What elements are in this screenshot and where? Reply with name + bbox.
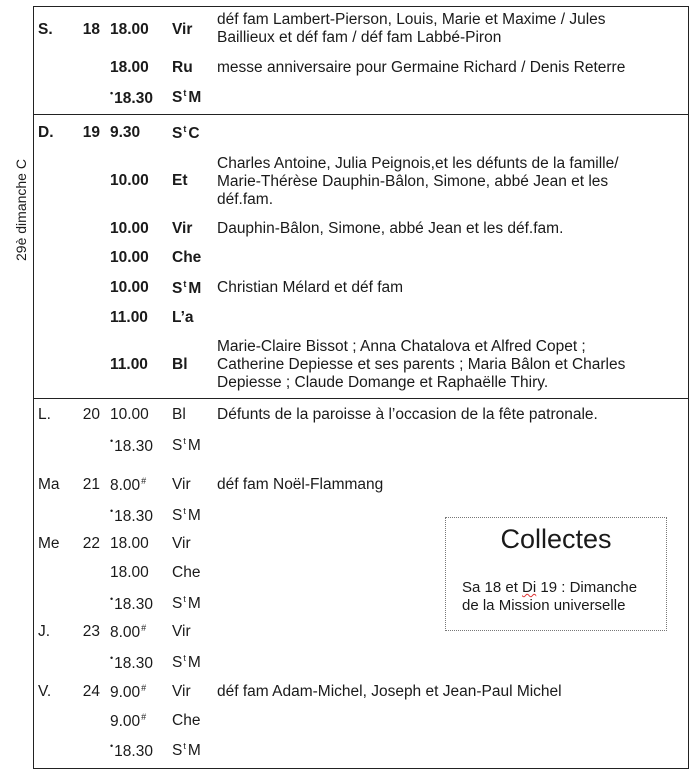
mass-time: 10.00 xyxy=(110,279,149,296)
mass-location: Vir xyxy=(172,220,193,237)
mass-intention: déf fam Noël-Flammang xyxy=(217,476,384,493)
mass-location: $S^t$ M xyxy=(172,594,201,612)
bullet-mark: • xyxy=(110,88,114,98)
mass-time: 10.00 xyxy=(110,172,149,189)
mass-time: 18.00 xyxy=(110,21,149,38)
mass-location: $S^t$ M xyxy=(172,506,201,524)
day-label: D. xyxy=(38,124,54,141)
mass-intention: Christian Mélard et déf fam xyxy=(217,279,404,296)
saturday-block xyxy=(33,6,689,115)
day-label: Ma xyxy=(38,476,60,493)
day-number: 24 xyxy=(82,683,100,700)
mass-time: 18.00 xyxy=(110,564,149,581)
mass-location: Bl xyxy=(172,356,188,373)
mass-location: Che xyxy=(172,564,201,581)
mass-location: Ru xyxy=(172,59,193,76)
bullet-mark: • xyxy=(110,506,114,516)
mass-intention: Dauphin-Bâlon, Simone, abbé Jean et les déf.fam. xyxy=(217,220,564,237)
mass-location: Che xyxy=(172,249,202,266)
mass-intention: déf fam Adam-Michel, Joseph et Jean-Paul Michel xyxy=(217,683,562,700)
day-label: J. xyxy=(38,623,51,640)
mass-time: 9.00# xyxy=(110,712,147,730)
day-number: 20 xyxy=(82,406,100,423)
mass-time: •18.30 xyxy=(110,741,153,760)
mass-time: •18.30 xyxy=(110,653,153,672)
mass-intention: Marie-Claire Bissot ; Anna Chatalova et Alfred Copet ; Catherine Depiesse et ses parents ; Maria Bâlon et Charles Depiesse ; Claude Domange et Raphaëlle Thiry. xyxy=(217,338,626,391)
mass-location: Che xyxy=(172,712,201,729)
bullet-mark: • xyxy=(110,653,114,663)
mass-time: 11.00 xyxy=(110,309,148,326)
mass-location: $S^t$ M xyxy=(172,436,201,454)
bullet-mark: • xyxy=(110,741,114,751)
mass-time: 8.00# xyxy=(110,476,147,494)
mass-time: •18.30 xyxy=(110,436,153,455)
mass-location: Et xyxy=(172,172,188,189)
mass-location: Vir xyxy=(172,21,193,38)
sunday-side-label: 29è dimanche C xyxy=(13,159,29,261)
bullet-mark: • xyxy=(110,436,114,446)
bullet-mark: • xyxy=(110,594,114,604)
mass-time: 18.00 xyxy=(110,59,149,76)
day-number: 19 xyxy=(82,124,100,141)
mass-location: $S^t$ M xyxy=(172,653,201,671)
collectes-box xyxy=(445,517,667,631)
mass-location: Vir xyxy=(172,623,191,640)
mass-time: •18.30 xyxy=(110,506,153,525)
mass-location: $S^t$ M xyxy=(172,741,201,759)
mass-intention: déf fam Lambert-Pierson, Louis, Marie et Maxime / Jules Baillieux et déf fam / déf fam Labbé-Piron xyxy=(217,11,606,46)
mass-location: Vir xyxy=(172,476,191,493)
mass-time: •18.30 xyxy=(110,594,153,613)
collectes-title: Collectes xyxy=(500,524,612,554)
mass-time: 10.00 xyxy=(110,249,149,266)
mass-time: 10.00 xyxy=(110,220,149,237)
mass-intention: Défunts de la paroisse à l’occasion de la fête patronale. xyxy=(217,406,598,423)
mass-time: •18.30 xyxy=(110,88,153,107)
mass-time: 10.00 xyxy=(110,406,149,423)
mass-location: $S^t$ C xyxy=(172,124,200,142)
sunday-block xyxy=(33,113,689,399)
mass-time: 18.00 xyxy=(110,535,149,552)
mass-location: Bl xyxy=(172,406,186,423)
day-label: V. xyxy=(38,683,52,700)
mass-time: 9.30 xyxy=(110,124,141,141)
schedule-sheet xyxy=(33,6,689,770)
mass-location: L’a xyxy=(172,309,194,326)
day-label: Me xyxy=(38,535,60,552)
day-label: S. xyxy=(38,21,53,38)
day-number: 21 xyxy=(82,476,100,493)
mass-time: 8.00# xyxy=(110,623,147,641)
day-number: 18 xyxy=(82,21,100,38)
mass-time: 11.00 xyxy=(110,356,148,373)
mass-intention: Charles Antoine, Julia Peignois,et les défunts de la famille/ Marie-Thérèse Dauphin-Bâlon, Simone, abbé Jean et les déf.fam. xyxy=(217,155,619,208)
mass-location: $S^t$ M xyxy=(172,88,202,106)
mass-time: 9.00# xyxy=(110,683,147,701)
day-number: 22 xyxy=(82,535,100,552)
mass-intention: messe anniversaire pour Germaine Richard / Denis Reterre xyxy=(217,59,626,76)
mass-location: $S^t$ M xyxy=(172,279,202,297)
collectes-text: Sa 18 et Di 19 : Dimanche de la Mission universelle xyxy=(462,579,638,614)
day-number: 23 xyxy=(82,623,100,640)
mass-location: Vir xyxy=(172,683,191,700)
day-label: L. xyxy=(38,406,51,423)
mass-location: Vir xyxy=(172,535,191,552)
